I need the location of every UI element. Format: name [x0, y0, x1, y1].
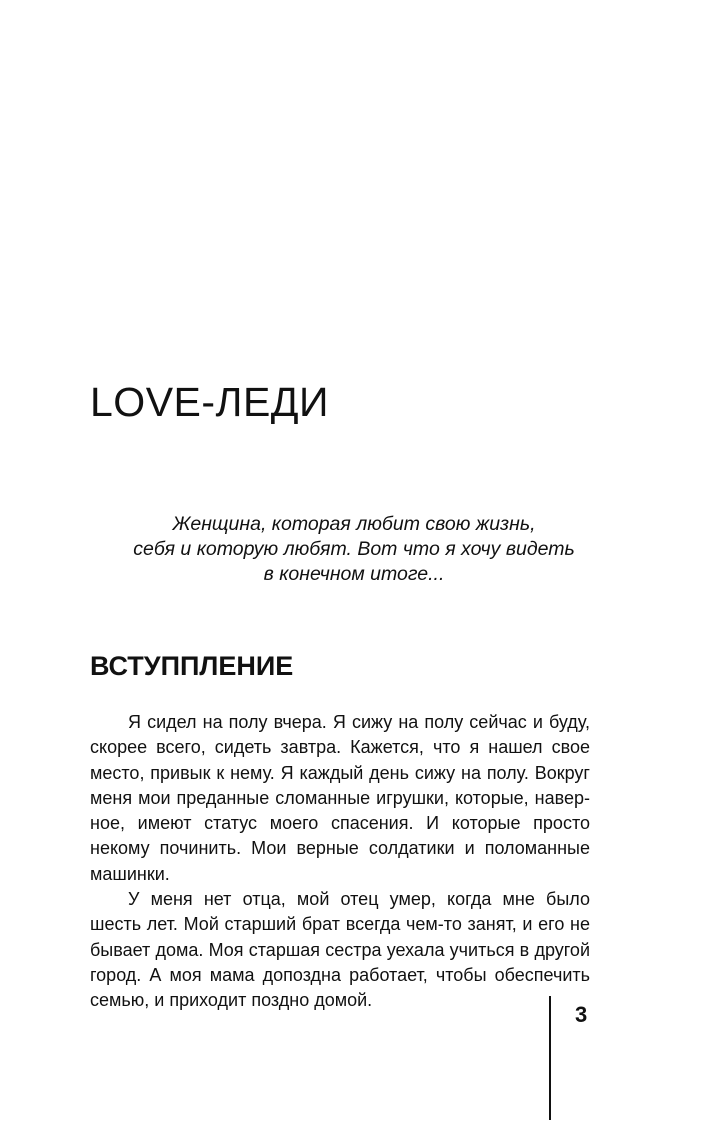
- epigraph: [118, 512, 590, 587]
- page-number: 3: [575, 1002, 588, 1027]
- epigraph-line: себя и которую любят. Вот что я хочу видеть: [133, 538, 575, 560]
- section-title: ВСТУППЛЕНИЕ: [90, 651, 294, 681]
- paragraph: У меня нет отца, мой отец умер, когда мне было шесть лет. Мой старший брат всегда чем-то занят, и его не бывает дома. Моя старшая сестра уехала учиться в другой город. А моя мама допоздна работает, чтобы обеспечить семью, и приходит поздно домой.: [90, 889, 590, 1011]
- paragraph: Я сидел на полу вчера. Я сижу на полу сейчас и буду, скорее всего, сидеть завтра. Кажется, что я нашел свое место, привык к нему. Я каждый день сижу на полу. Вокруг меня мои преданные сломанные игрушки, которые, наверное, имеют статус моего спасения. И которые просто некому починить. Мои верные солдатики и поломанные машинки.: [90, 712, 590, 884]
- page-divider: [549, 996, 551, 1120]
- epigraph-line: в конечном итоге...: [263, 563, 445, 585]
- chapter-title: LOVE-ЛЕДИ: [90, 379, 330, 425]
- epigraph-line: Женщина, которая любит свою жизнь,: [172, 513, 536, 535]
- body-text: [90, 710, 590, 1014]
